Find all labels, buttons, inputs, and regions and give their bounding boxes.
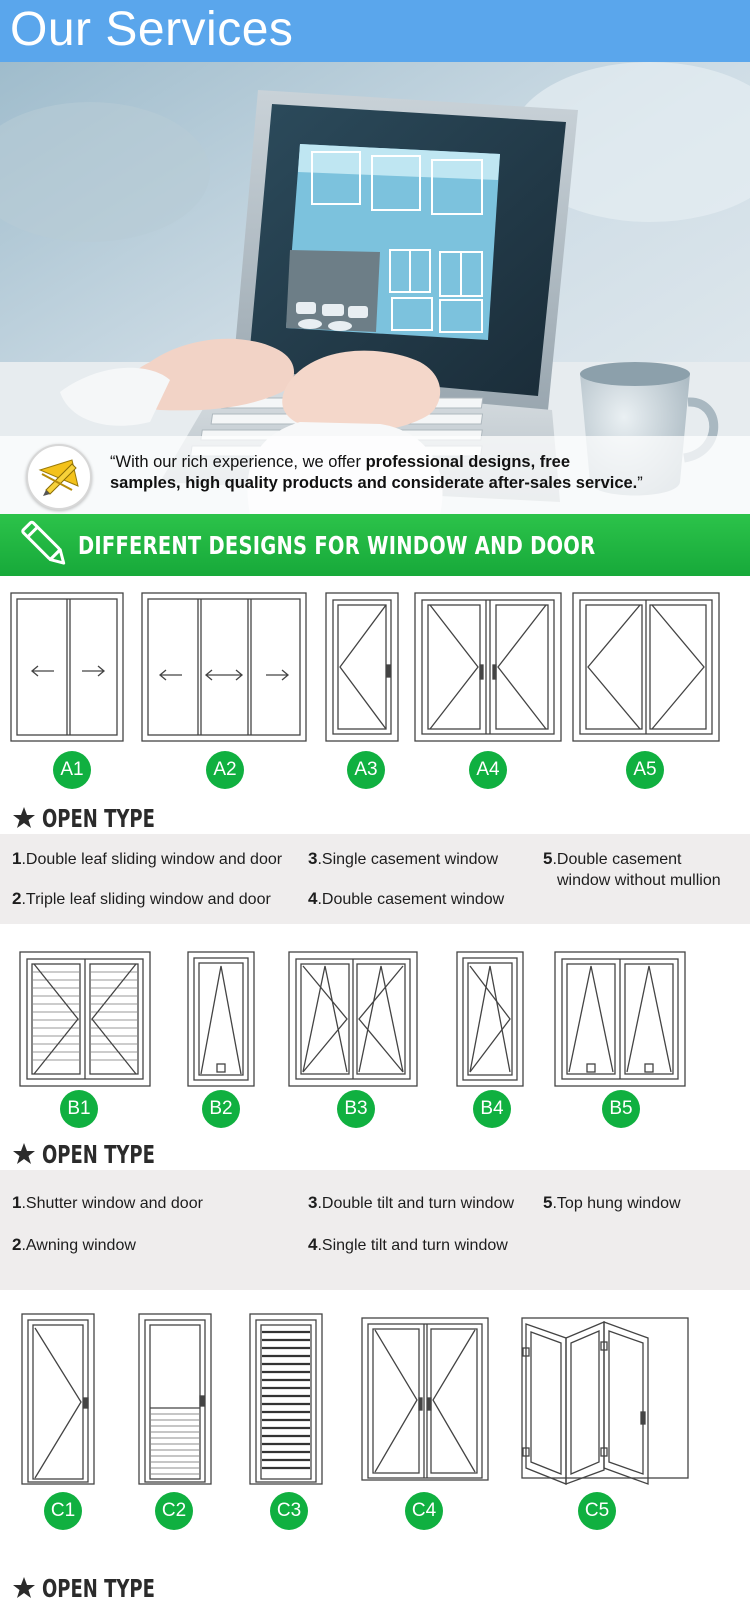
desc-a-3: 3.Single casement window	[308, 849, 499, 868]
star-icon	[12, 1576, 36, 1600]
label-a5: A5	[626, 751, 664, 789]
b2-awning-window-drawing	[188, 952, 254, 1086]
label-a3: A3	[347, 751, 385, 789]
a4-double-casement-drawing	[415, 593, 561, 741]
b5-top-hung-window-drawing	[555, 952, 685, 1086]
label-c4: C4	[405, 1492, 443, 1530]
section-c-drawings	[0, 1308, 750, 1493]
label-b3: B3	[337, 1090, 375, 1128]
open-type-heading-c: OPEN TYPE	[12, 1574, 199, 1602]
star-icon	[12, 806, 36, 830]
label-b2: B2	[202, 1090, 240, 1128]
desc-a-5: 5.Double casement window without mullion	[543, 849, 721, 889]
description-box-b	[0, 1170, 750, 1290]
label-c2: C2	[155, 1492, 193, 1530]
ruler-pencil-badge-icon	[26, 444, 92, 510]
section-a-drawings	[0, 585, 750, 755]
page-title: Our Services	[10, 3, 294, 56]
pencil-icon	[16, 514, 76, 574]
description-box-a	[0, 834, 750, 924]
open-type-heading-b: OPEN TYPE	[12, 1140, 199, 1168]
c5-folding-door-drawing	[522, 1318, 688, 1484]
desc-b-2: 2.Awning window	[12, 1235, 136, 1254]
a5-casement-no-mullion-drawing	[573, 593, 719, 741]
label-b1: B1	[60, 1090, 98, 1128]
desc-b-5: 5.Top hung window	[543, 1193, 681, 1212]
label-c5: C5	[578, 1492, 616, 1530]
b3-double-tilt-turn-drawing	[289, 952, 417, 1086]
a3-single-casement-drawing	[326, 593, 398, 741]
banner-title: DIFFERENT DESIGNS FOR WINDOW AND DOOR	[78, 531, 596, 560]
label-b5: B5	[602, 1090, 640, 1128]
desc-a-1: 1.Double leaf sliding window and door	[12, 849, 283, 868]
label-a1: A1	[53, 751, 91, 789]
label-b4: B4	[473, 1090, 511, 1128]
label-c3: C3	[270, 1492, 308, 1530]
desc-a-4: 4.Double casement window	[308, 889, 505, 908]
c2-half-shutter-door-drawing	[139, 1314, 211, 1484]
b1-shutter-window-drawing	[20, 952, 150, 1086]
a1-sliding-window-drawing	[11, 593, 123, 741]
desc-b-4: 4.Single tilt and turn window	[308, 1235, 508, 1254]
quote-text: “With our rich experience, we offer professional designs, free samples, high quality products and considerate after-sales service.”	[110, 453, 643, 492]
b4-single-tilt-turn-drawing	[457, 952, 523, 1086]
section-b-drawings	[0, 944, 750, 1094]
open-type-heading-a: OPEN TYPE	[12, 804, 199, 832]
star-icon	[12, 1142, 36, 1166]
c4-double-door-drawing	[362, 1318, 488, 1480]
label-a2: A2	[206, 751, 244, 789]
label-c1: C1	[44, 1492, 82, 1530]
desc-b-3: 3.Double tilt and turn window	[308, 1193, 515, 1212]
desc-a-2: 2.Triple leaf sliding window and door	[12, 889, 271, 908]
c3-full-shutter-door-drawing	[250, 1314, 322, 1484]
c1-single-door-drawing	[22, 1314, 94, 1484]
desc-b-1: 1.Shutter window and door	[12, 1193, 203, 1212]
a2-triple-sliding-drawing	[142, 593, 306, 741]
label-a4: A4	[469, 751, 507, 789]
